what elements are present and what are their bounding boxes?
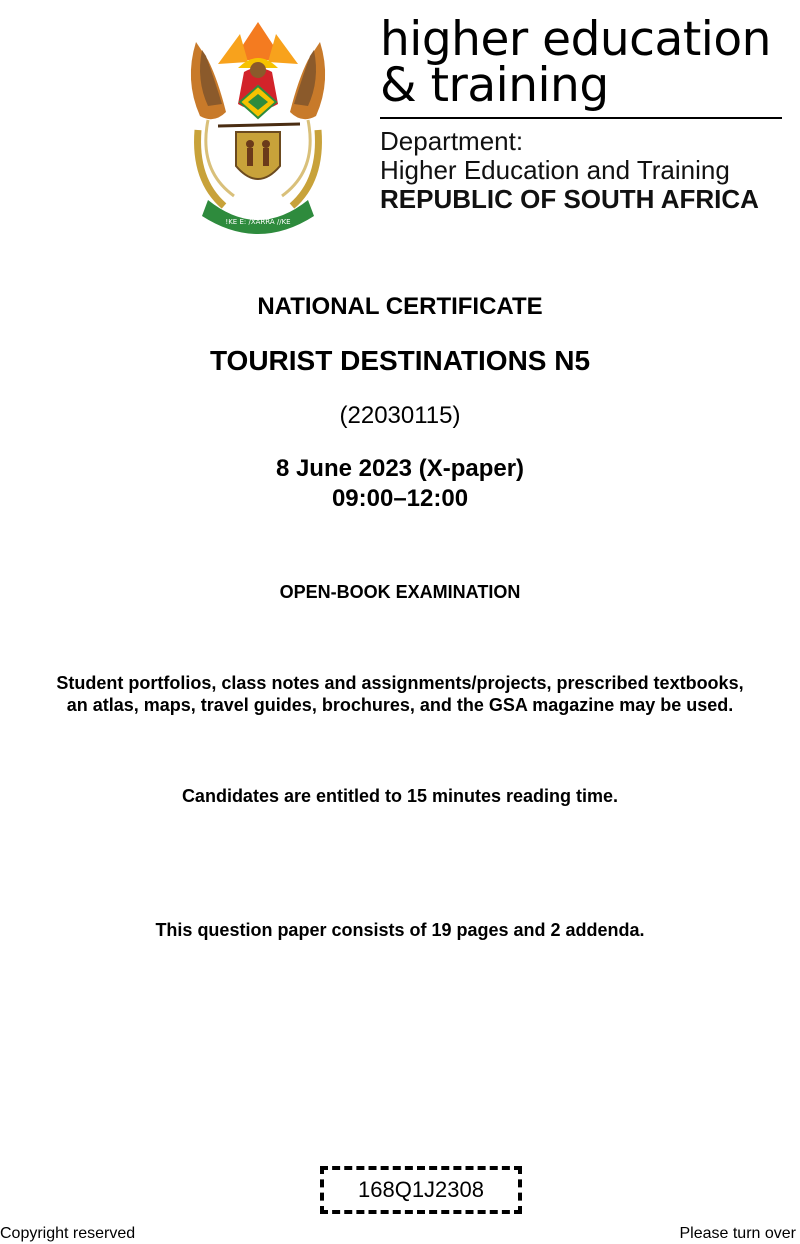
motto-text: !KE E: /XARRA //KE [225,218,291,226]
coat-of-arms-logo [178,20,338,234]
exam-time: 09:00–12:00 [331,485,469,512]
exam-type: OPEN-BOOK EXAMINATION [279,582,521,602]
paper-label-code: 168Q1J2308 [320,1166,522,1214]
reading-time-note: Candidates are entitled to 15 minutes reading time. [181,786,619,806]
country-name: REPUBLIC OF SOUTH AFRICA [380,184,759,214]
permitted-materials-line-1: Student portfolios, class notes and assignments/projects, prescribed textbooks, [56,673,744,693]
brand-divider [380,117,782,119]
subject-title: TOURIST DESTINATIONS N5 [209,345,591,376]
department-name: Higher Education and Training [380,155,730,185]
page-count-note: This question paper consists of 19 pages and 2 addenda. [155,920,645,940]
footer-turn-over: Please turn over [679,1225,796,1242]
brand-line-1: higher education [380,12,771,67]
sun-icon [218,22,298,68]
footer-copyright: Copyright reserved [0,1225,136,1242]
department-label: Department: [380,126,524,156]
brand-line-2: & training [380,58,609,113]
permitted-materials-line-2: an atlas, maps, travel guides, brochures, and the GSA magazine may be used. [66,695,734,715]
paper-code: (22030115) [339,402,461,429]
exam-date: 8 June 2023 (X-paper) [275,455,525,482]
certificate-title: NATIONAL CERTIFICATE [257,293,543,320]
